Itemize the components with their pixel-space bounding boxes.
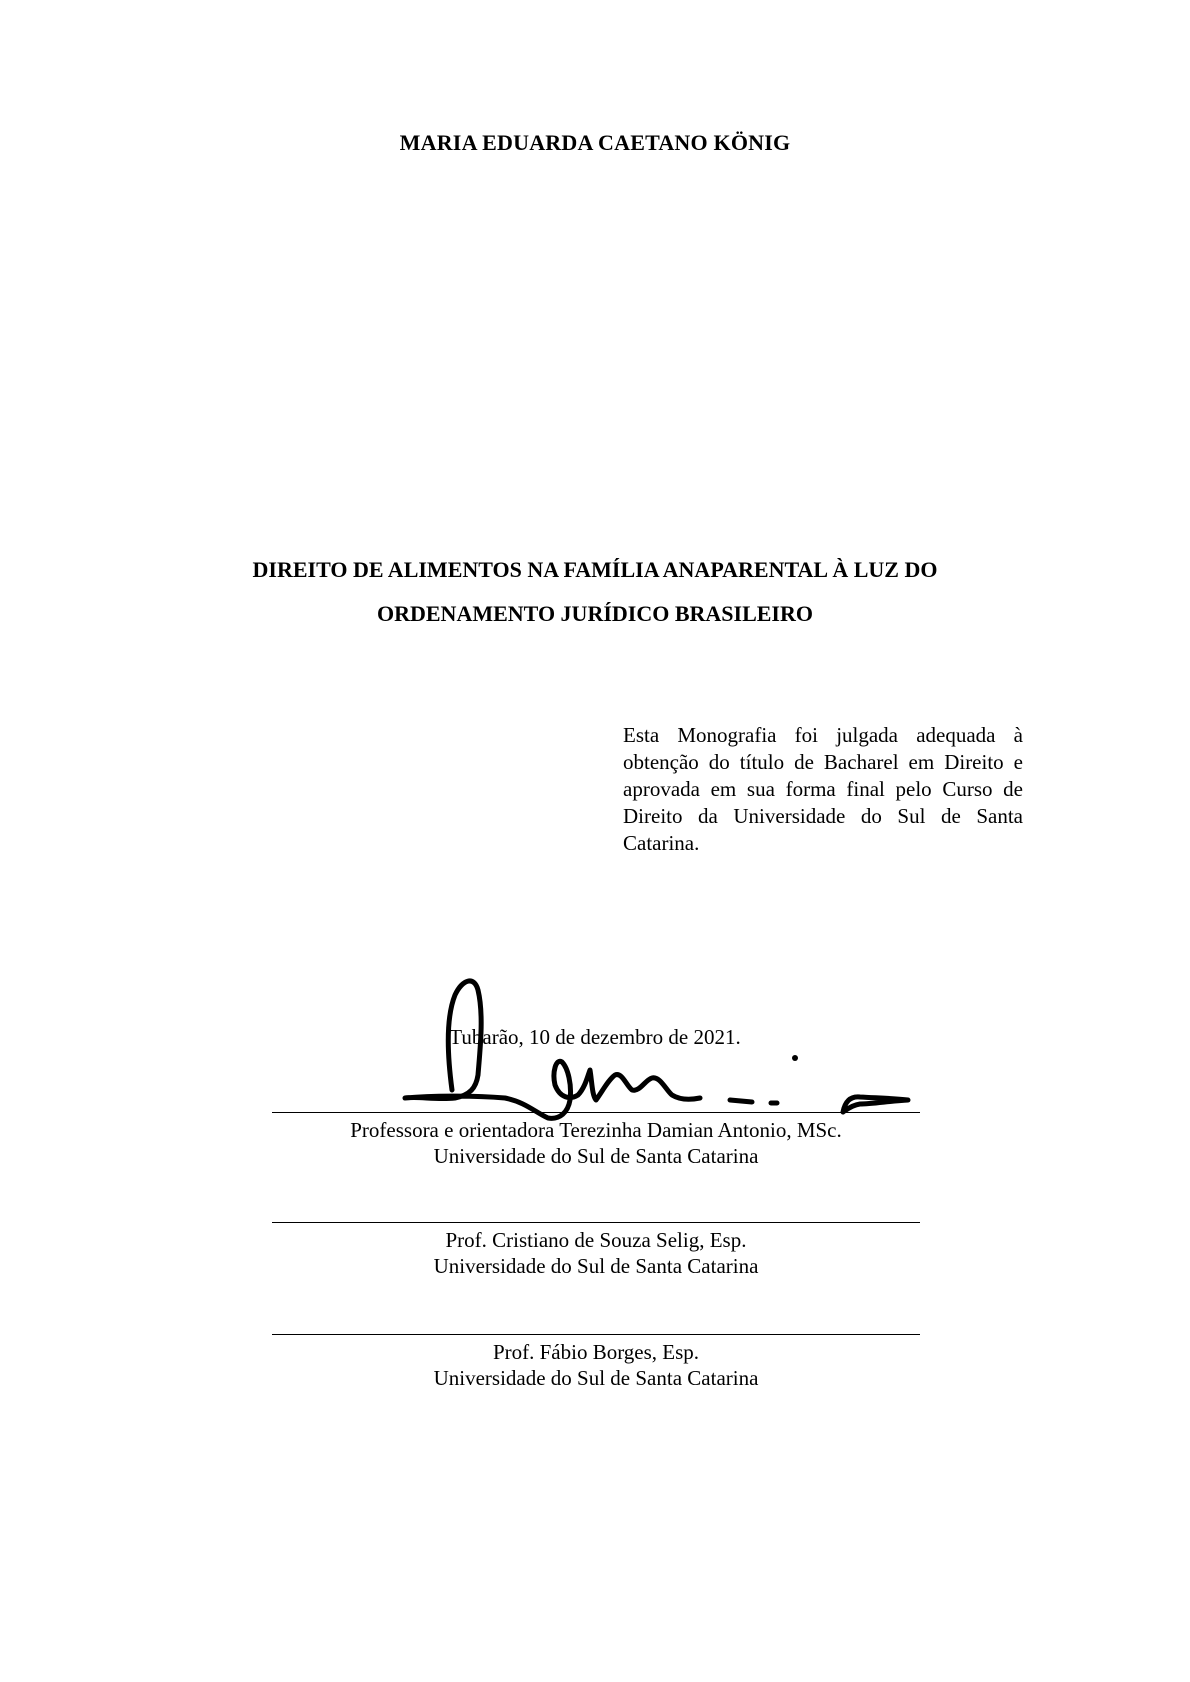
- examiner-name: Prof. Cristiano de Souza Selig, Esp.: [445, 1228, 747, 1252]
- place-and-date: Tubarão, 10 de dezembro de 2021.: [449, 1025, 741, 1049]
- examiner-name: Prof. Fábio Borges, Esp.: [492, 1340, 700, 1364]
- author-name: MARIA EDUARDA CAETANO KÖNIG: [399, 130, 791, 155]
- examiner-institution: Universidade do Sul de Santa Catarina: [433, 1366, 759, 1390]
- examiner-block-3: [272, 1334, 920, 1391]
- approval-statement: Esta Monografia foi julgada adequada à obtenção do título de Bacharel em Direito e aprovada em sua forma final pelo Curso de Direito da Universidade do Sul de Santa Catarina.: [623, 723, 1023, 855]
- monograph-title: [0, 548, 1190, 636]
- signature-line: [272, 1334, 920, 1335]
- signature-line: [272, 1112, 920, 1113]
- examiner-institution: Universidade do Sul de Santa Catarina: [433, 1254, 759, 1278]
- title-line-2: ORDENAMENTO JURÍDICO BRASILEIRO: [377, 601, 813, 626]
- signature-line: [272, 1222, 920, 1223]
- examiner-name: Professora e orientadora Terezinha Damian Antonio, MSc.: [350, 1118, 842, 1142]
- examiner-block-2: [272, 1222, 920, 1279]
- examiner-institution: Universidade do Sul de Santa Catarina: [433, 1144, 759, 1168]
- examiner-block-1: [272, 1112, 920, 1169]
- title-line-1: DIREITO DE ALIMENTOS NA FAMÍLIA ANAPARENTAL À LUZ DO: [252, 557, 938, 582]
